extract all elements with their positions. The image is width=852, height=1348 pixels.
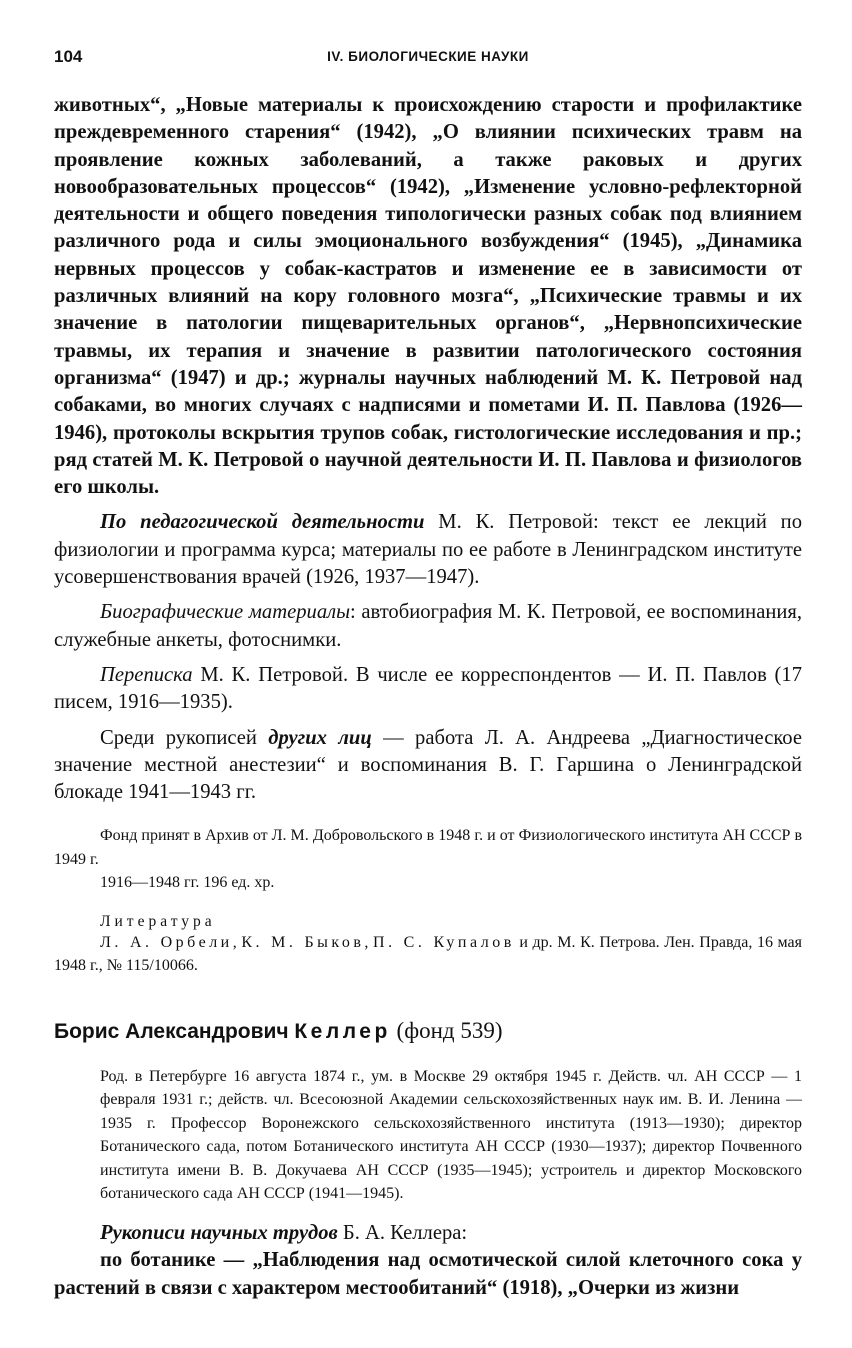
author-separator: , [364,933,374,951]
page-header [54,47,802,71]
fund-note: Фонд принят в Архив от Л. М. Добровольского в 1948 г. и от Физиологического института АН СССР в 1949 г. [54,827,802,868]
page-content [54,92,802,1302]
paragraph-other-persons-lead: других лиц [268,726,372,749]
paragraph-keller-manuscripts-text: Б. А. Келлера: [337,1221,468,1244]
author-separator: , [232,933,242,951]
paragraph-biographical-text: : автобиография М. К. Петровой, ее воспоминания, служебные анкеты, фотоснимки. [54,601,803,651]
biography-text: Род. в Петербурге 16 августа 1874 г., ум. в Москве 29 октября 1945 г. Действ. чл. АН СССР — 1 февраля 1931 г.; действ. чл. Всесоюзной Академии сельскохозяйственных наук им. В. И. Ленина — 1935 г. Профессор Воронежского сельскохозяйственного института (1913—1930); директор Ботанического сада, потом Ботанического института АН СССР (1930—1937); директор Почвенного института имени В. В. Докучаева АН СССР (1935—1945); устроитель и директор Московского ботанического сада АН СССР (1941—1945). [100,1067,802,1203]
person-fund: (фонд 539) [390,1017,503,1043]
biography-block [54,1065,802,1206]
paragraph-biographical [54,599,802,654]
author-kupalov: П. С. Купалов [373,933,515,951]
paragraph-other-persons-pre: Среди рукописей [100,726,269,749]
author-orbeli: Л. А. Орбели [100,933,233,951]
paragraph-other-persons-text: — работа Л. А. Андреева „Диагностическое значение местной анестезии“ и воспоминания В. Г. Гаршина о Ленинградской блокаде 1941—1943 гг. [54,726,802,804]
person-surname: Келлер [294,1019,391,1043]
paragraph-correspondence-lead: Переписка [100,663,193,686]
person-heading [54,1016,802,1047]
paragraph-works-list: животных“, „Новые материалы к происхождению старости и профилактике преждевременного старения“ (1942), „О влиянии психических травм на проявление кожных заболеваний, а также раковых и других новообразовательных процессов“ (1942), „Изменение условно-рефлекторной деятельности и общего поведения типологически разных собак под влиянием различного рода и силы эмоционального возбуждения“ (1945), „Динамика нервных процессов у собак-кастратов и изменение ее в зависимости от различных влияний на кору головного мозга“, „Психические травмы и их значение в патологии пищеварительных органов“, „Нервнопсихические травмы, их терапия и значение в развитии патологического состояния организма“ (1947) и др.; журналы научных наблюдений М. К. Петровой над собаками, во многих случаях с надписями и пометами И. П. Павлова (1926—1946), протоколы вскрытия трупов собак, гистологические исследования и пр.; ряд статей М. К. Петровой о научной деятельности И. П. Павлова и физиологов его школы. [54,94,802,499]
paragraph-correspondence [54,662,802,717]
literature-entry [54,931,802,978]
author-bykov: К. М. Быков [241,933,365,951]
paragraph-correspondence-text: М. К. Петровой. В числе ее корреспондентов — И. П. Павлов (17 писем, 1916—1935). [54,663,802,714]
paragraph-keller-manuscripts-lead: Рукописи научных трудов [100,1221,338,1244]
paragraph-other-persons [54,725,802,807]
paragraph-keller-manuscripts [54,1220,802,1247]
person-name: Борис Александрович [54,1019,289,1043]
fund-count: 1916—1948 гг. 196 ед. хр. [100,874,275,892]
paragraph-biographical-lead: Биографические материалы [100,601,351,624]
paragraph-botany: по ботанике — „Наблюдения над осмотической силой клеточного сока у растений в связи с характером местообитаний“ (1918), „Очерки из жизни [54,1249,802,1299]
literature-heading: Литература [100,912,216,930]
paragraph-pedagogy-lead: По педагогической деятельности [100,511,425,534]
running-title: IV. БИОЛОГИЧЕСКИЕ НАУКИ [327,49,529,64]
literature-rest: и др. М. К. Петрова. Лен. Правда, 16 мая 1948 г., № 115/10066. [54,933,803,975]
paragraph-pedagogy-text: М. К. Петровой: текст ее лекций по физиологии и программа курса; материалы по ее работе в Ленинградском институте усовершенствования врачей (1926, 1937—1947). [54,511,802,589]
page-number: 104 [54,47,83,66]
paragraph-pedagogy [54,509,802,591]
